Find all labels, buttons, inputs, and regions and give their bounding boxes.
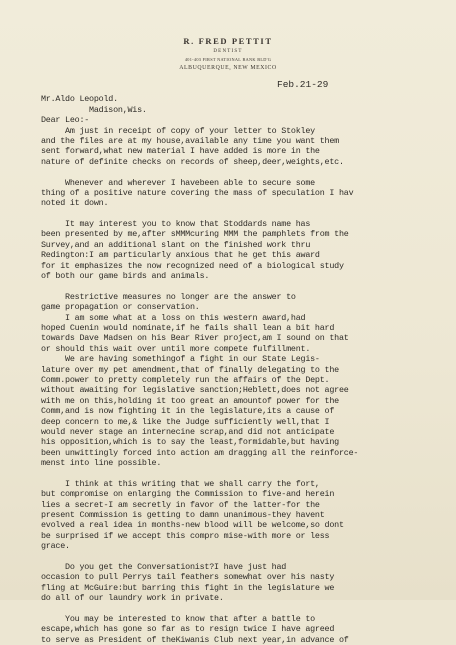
letter-line: sent forward,what new material I have added is more in the xyxy=(41,146,320,157)
letter-line: occasion to pull Perrys tail feathers somewhat over his nasty xyxy=(41,572,335,583)
letter-line: present Commission is getting to damn unanimous-they havent xyxy=(41,510,325,521)
letter-line: I think at this writing that we shall carry the fort, xyxy=(41,478,320,489)
letter-line: Comm.power to pretty completely run the affairs of the Dept. xyxy=(41,374,330,385)
letter-line: escape,which has gone so far as to resign twice I have agreed xyxy=(41,624,335,635)
letter-line: to serve as President of theKiwanis Club next year,in advance of xyxy=(41,634,349,645)
letter-line: menst into line possible. xyxy=(41,458,162,469)
letter-line: thing of a positive nature covering the mass of speculation I hav xyxy=(41,187,354,198)
letterhead xyxy=(0,36,456,71)
letter-line: but compromise on enlarging the Commission to five-and herein xyxy=(41,489,335,500)
letter-line: Am just in receipt of copy of your letter to Stokley xyxy=(41,125,315,136)
letter-line xyxy=(41,468,453,478)
letter-line: Do you get the Conversationist?I have just had xyxy=(41,561,287,572)
letter-line: Dear Leo:- xyxy=(41,115,90,126)
letter-line: and the files are at my house,available any time you want them xyxy=(41,135,339,146)
letter-line: Redington:I am particularly anxious that he get this award xyxy=(41,250,320,261)
letter-line xyxy=(41,604,453,614)
letter-line xyxy=(41,167,453,177)
letter-line: noted it down. xyxy=(41,198,109,209)
letter-line: with me on this,holding it too great an amountof power for the xyxy=(41,395,339,406)
letter-line: would never stage an internecine scrap,and did not anticipate xyxy=(41,426,335,437)
letter-line: be surprised if we accept this compro mise-with more or less xyxy=(41,530,330,541)
letter-line xyxy=(41,209,453,219)
letter-line xyxy=(41,281,453,291)
letter-line: deep concern to me,& like the Judge sufficiently well,that I xyxy=(41,416,330,427)
letter-line: his opposition,which is to say the least,formidable,but having xyxy=(41,437,339,448)
letter-body xyxy=(41,84,453,645)
letter-line: of both our game birds and animals. xyxy=(41,271,210,282)
letter-line: Restrictive measures no longer are the answer to xyxy=(41,291,296,302)
letter-line: hoped Cuenin would nominate,if he fails shall lean a bit hard xyxy=(41,322,335,333)
letter-line: or should this wait over until more compete fulfillment. xyxy=(41,343,311,354)
letter-line: nature of definite checks on records of sheep,deer,weights,etc. xyxy=(41,156,344,167)
letter-line: do all of our laundry work in private. xyxy=(41,593,224,604)
letter-line: lature over my pet amendment,that of finally delegating to the xyxy=(41,364,339,375)
letter-line: It may interest you to know that Stoddards name has xyxy=(41,219,311,230)
letter-line: Survey,and an additional slant on the finished work thru xyxy=(41,239,311,250)
letter-line: grace. xyxy=(41,541,70,552)
letter-line: without awaiting for legislative sanction;Heblett,does not agree xyxy=(41,385,349,396)
letter-line: You may be interested to know that after a battle to xyxy=(41,613,315,624)
letter-line: lies a secret-I am secretly in favor of the latter-for the xyxy=(41,499,320,510)
letter-date: Feb.21-29 xyxy=(277,79,329,90)
letter-line: game propagation or conservation. xyxy=(41,302,200,313)
letterhead-title: DENTIST xyxy=(213,49,243,54)
letter-line: Comm,and is now fighting it in the legislature,its a cause of xyxy=(41,406,335,417)
letterhead-address: 401-403 FIRST NATIONAL BANK BLD'G xyxy=(184,57,272,62)
letter-line xyxy=(41,84,453,94)
letter-line: Madison,Wis. xyxy=(41,104,147,115)
letter-line: for it emphasizes the now recognized need of a biological study xyxy=(41,260,344,271)
letterhead-name: R. FRED PETTIT xyxy=(183,36,273,46)
letter-line: been unwittingly forced into action am dragging all the reinforce- xyxy=(41,447,359,458)
letter-line: I am some what at a loss on this western award,had xyxy=(41,312,306,323)
letter-line: Whenever and wherever I havebeen able to secure some xyxy=(41,177,315,188)
letterhead-city: ALBUQUERQUE, NEW MEXICO xyxy=(179,65,277,71)
letter-line: fling at McGuire:but barring this fight in the legislature we xyxy=(41,582,335,593)
letter-line: evolved a real idea in months-new blood will be welcome,so dont xyxy=(41,520,344,531)
letter-line: We are having somethingof a fight in our State Legis- xyxy=(41,354,320,365)
letter-line: Mr.Aldo Leopold. xyxy=(41,94,118,105)
letter-line: been presented by me,after sMMMcuring MMM the pamphlets from the xyxy=(41,229,349,240)
letter-line: towards Dave Madsen on his Bear River project,am I sound on that xyxy=(41,333,349,344)
letter-line xyxy=(41,552,453,562)
